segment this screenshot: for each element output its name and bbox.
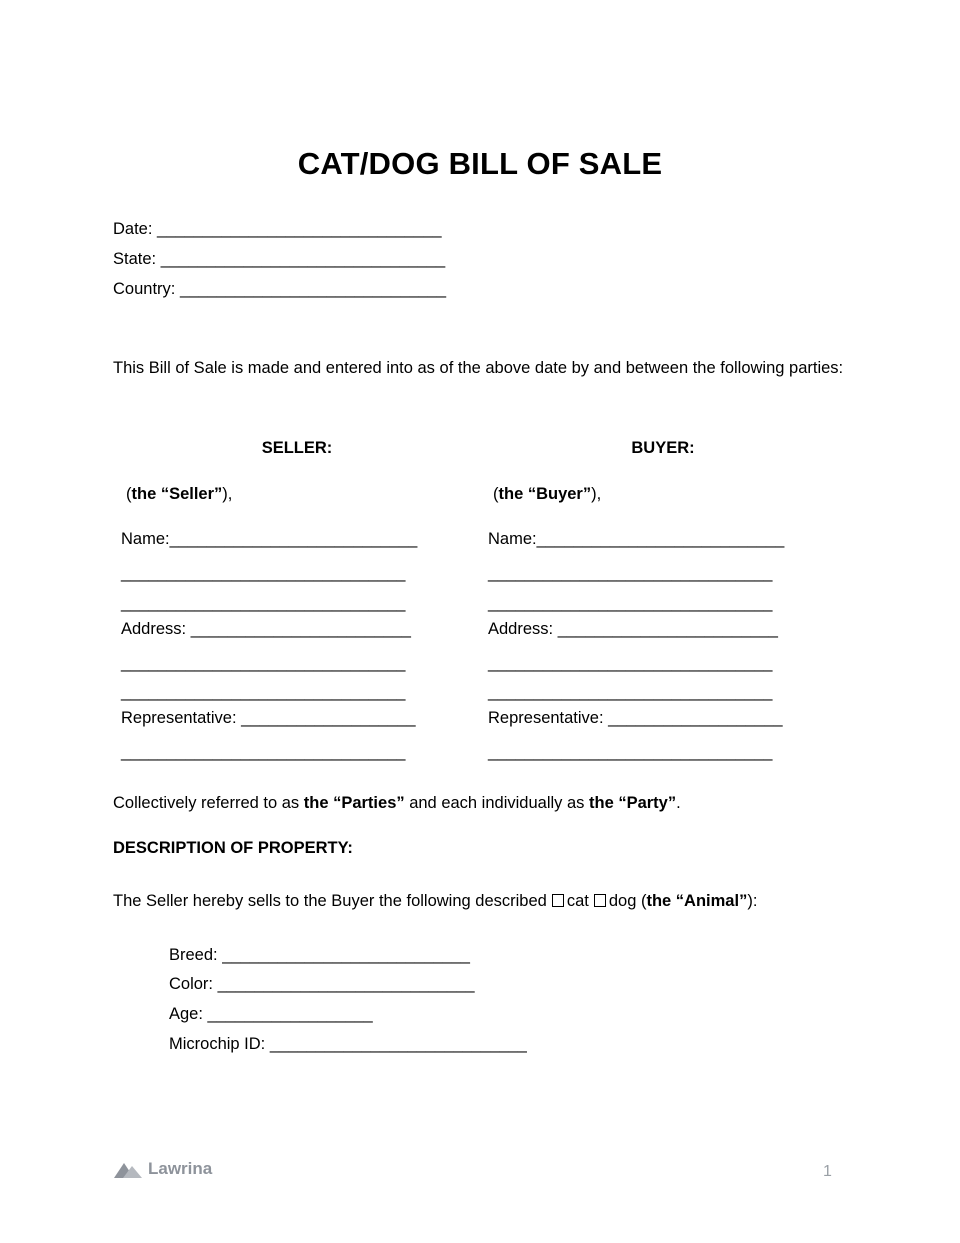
seller-representative-line[interactable]: _______________________________ bbox=[121, 743, 406, 761]
buyer-heading: BUYER: bbox=[631, 439, 695, 457]
buyer-address-field[interactable]: Address: ________________________ bbox=[488, 620, 778, 638]
buyer-representative-field[interactable]: Representative: ___________________ bbox=[488, 709, 783, 727]
logo-text: Lawrina bbox=[148, 1159, 213, 1178]
cat-checkbox[interactable] bbox=[552, 894, 564, 907]
seller-heading: SELLER: bbox=[261, 439, 333, 457]
buyer-name-field[interactable]: Name:___________________________ bbox=[488, 530, 785, 548]
sale-statement: The Seller hereby sells to the Buyer the following described cat dog (the “Animal”): bbox=[113, 892, 758, 910]
document-title: CAT/DOG BILL OF SALE bbox=[297, 146, 663, 181]
buyer-address-line-1[interactable]: _______________________________ bbox=[488, 654, 773, 672]
age-field[interactable]: Age: __________________ bbox=[169, 1005, 373, 1023]
dog-checkbox[interactable] bbox=[594, 894, 606, 907]
color-field[interactable]: Color: ____________________________ bbox=[169, 975, 475, 993]
lawrina-logo bbox=[114, 1159, 212, 1179]
country-field[interactable]: Country: _____________________________ bbox=[113, 280, 447, 298]
seller-name-field[interactable]: Name:___________________________ bbox=[121, 530, 418, 548]
seller-name-line-1[interactable]: _______________________________ bbox=[121, 564, 406, 582]
intro-paragraph: This Bill of Sale is made and entered into as of the above date by and between the following parties: bbox=[113, 359, 844, 377]
date-field[interactable]: Date: _______________________________ bbox=[113, 220, 442, 238]
collective-statement: Collectively referred to as the “Parties” and each individually as the “Party”. bbox=[113, 794, 681, 812]
seller-address-line-2[interactable]: _______________________________ bbox=[121, 683, 406, 701]
seller-representative-field[interactable]: Representative: ___________________ bbox=[121, 709, 416, 727]
buyer-address-line-2[interactable]: _______________________________ bbox=[488, 683, 773, 701]
buyer-name-line-2[interactable]: _______________________________ bbox=[488, 594, 773, 612]
buyer-role: (the “Buyer”), bbox=[493, 485, 602, 503]
mountain-logo-icon bbox=[114, 1160, 142, 1178]
seller-name-line-2[interactable]: _______________________________ bbox=[121, 594, 406, 612]
seller-role: (the “Seller”), bbox=[126, 485, 233, 503]
page-number: 1 bbox=[823, 1163, 832, 1180]
microchip-id-field[interactable]: Microchip ID: ____________________________ bbox=[169, 1035, 527, 1053]
seller-address-field[interactable]: Address: ________________________ bbox=[121, 620, 411, 638]
description-heading: DESCRIPTION OF PROPERTY: bbox=[113, 839, 353, 857]
state-field[interactable]: State: _______________________________ bbox=[113, 250, 446, 268]
seller-address-line-1[interactable]: _______________________________ bbox=[121, 654, 406, 672]
breed-field[interactable]: Breed: ___________________________ bbox=[169, 946, 470, 964]
buyer-representative-line[interactable]: _______________________________ bbox=[488, 743, 773, 761]
buyer-name-line-1[interactable]: _______________________________ bbox=[488, 564, 773, 582]
